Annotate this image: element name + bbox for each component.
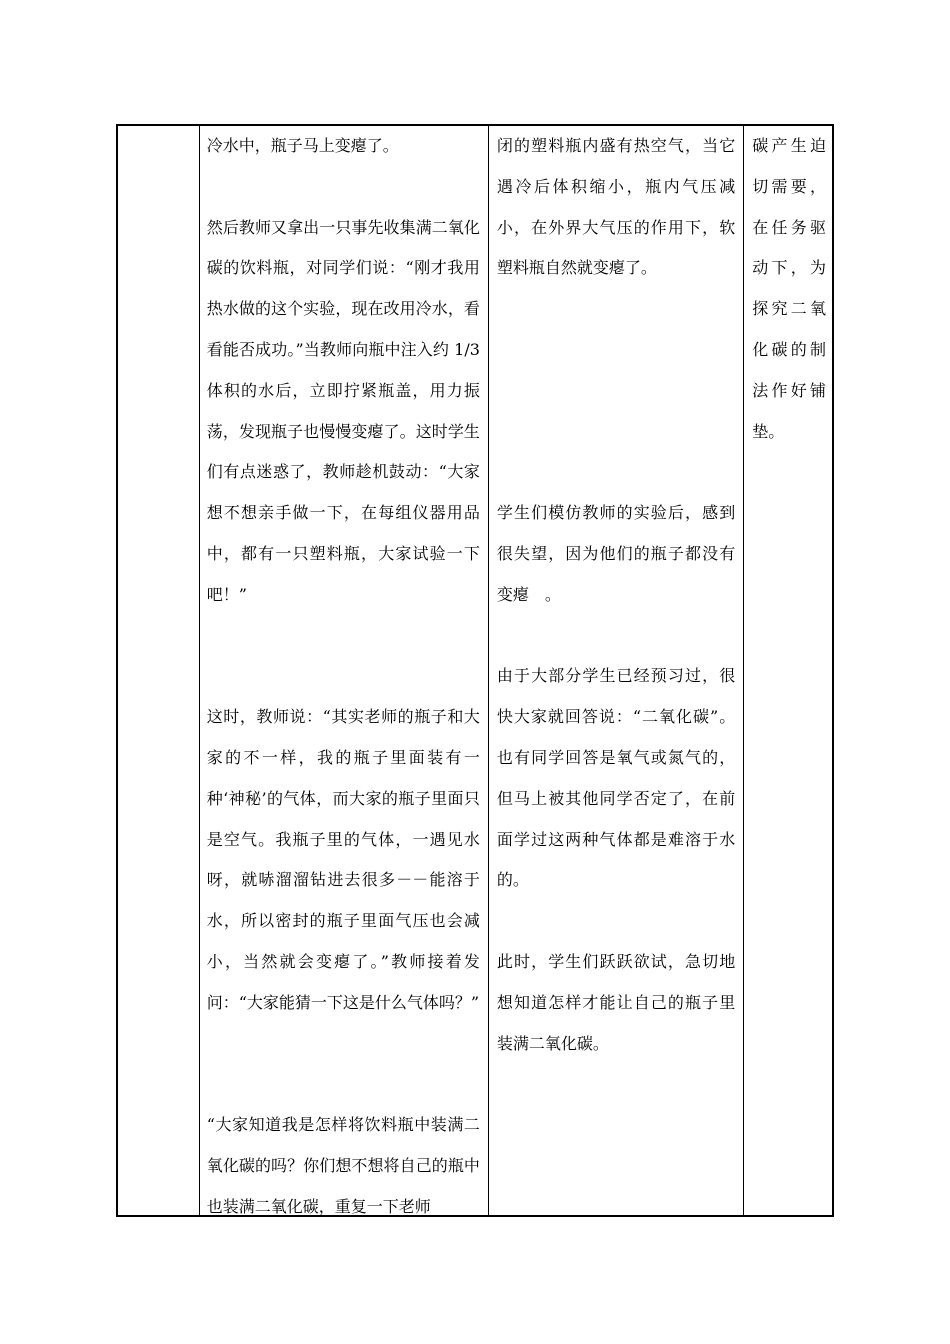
intent-paragraph: 碳产生迫切需要，在任务驱动下，为探究二氧化碳的制法作好铺垫。 <box>752 136 826 441</box>
teacher-paragraph: 这时，教师说：“其实老师的瓶子和大家的不一样，我的瓶子里面装有一种‘神秘’的气体，而大家的瓶子里面只是空气。我瓶子里的气体，一遇见水呀，就哧溜溜钻进去很多－－能溶于水，所以密封的瓶子里面气压也会减小，当然就会变瘪了。”教师接着发问：“大家能猜一下这是什么气体吗？” <box>206 707 480 1012</box>
first-column-cell <box>118 126 200 1215</box>
teacher-paragraph: “大家知道我是怎样将饮料瓶中装满二氧化碳的吗？你们想不想将自己的瓶中也装满二氧化碳，重复一下老师 <box>206 1115 480 1215</box>
student-paragraph: 闭的塑料瓶内盛有热空气，当它遇冷后体积缩小，瓶内气压减小，在外界大气压的作用下，软塑料瓶自然就变瘪了。 <box>496 136 736 278</box>
teacher-paragraph: 然后教师又拿出一只事先收集满二氧化碳的饮料瓶，对同学们说：“刚才我用热水做的这个实验，现在改用冷水，看看能否成功。”当教师向瓶中注入约 1/3 体积的水后，立即拧紧瓶盖，用力振荡，发现瓶子也慢慢变瘪了。这时学生们有点迷惑了，教师趁机鼓动：“大家想不想亲手做一下，在每组仪器用品中，都有一只塑料瓶，大家试验一下吧！” <box>206 217 480 604</box>
student-paragraph: 此时，学生们跃跃欲试，急切地想知道怎样才能让自己的瓶子里装满二氧化碳。 <box>496 951 736 1053</box>
design-intent-cell <box>744 126 832 1215</box>
student-paragraph: 学生们模仿教师的实验后，感到很失望，因为他们的瓶子都没有变瘪 。 <box>496 503 736 604</box>
lesson-plan-table <box>116 124 834 1217</box>
student-paragraph: 由于大部分学生已经预习过，很快大家就回答说：“二氧化碳”。也有同学回答是氧气或氮气的，但马上被其他同学否定了，在前面学过这两种气体都是难溶于水的。 <box>496 666 736 890</box>
teacher-activity-cell <box>200 126 489 1215</box>
teacher-paragraph: 冷水中，瓶子马上变瘪了。 <box>206 136 399 155</box>
student-activity-cell <box>489 126 744 1215</box>
